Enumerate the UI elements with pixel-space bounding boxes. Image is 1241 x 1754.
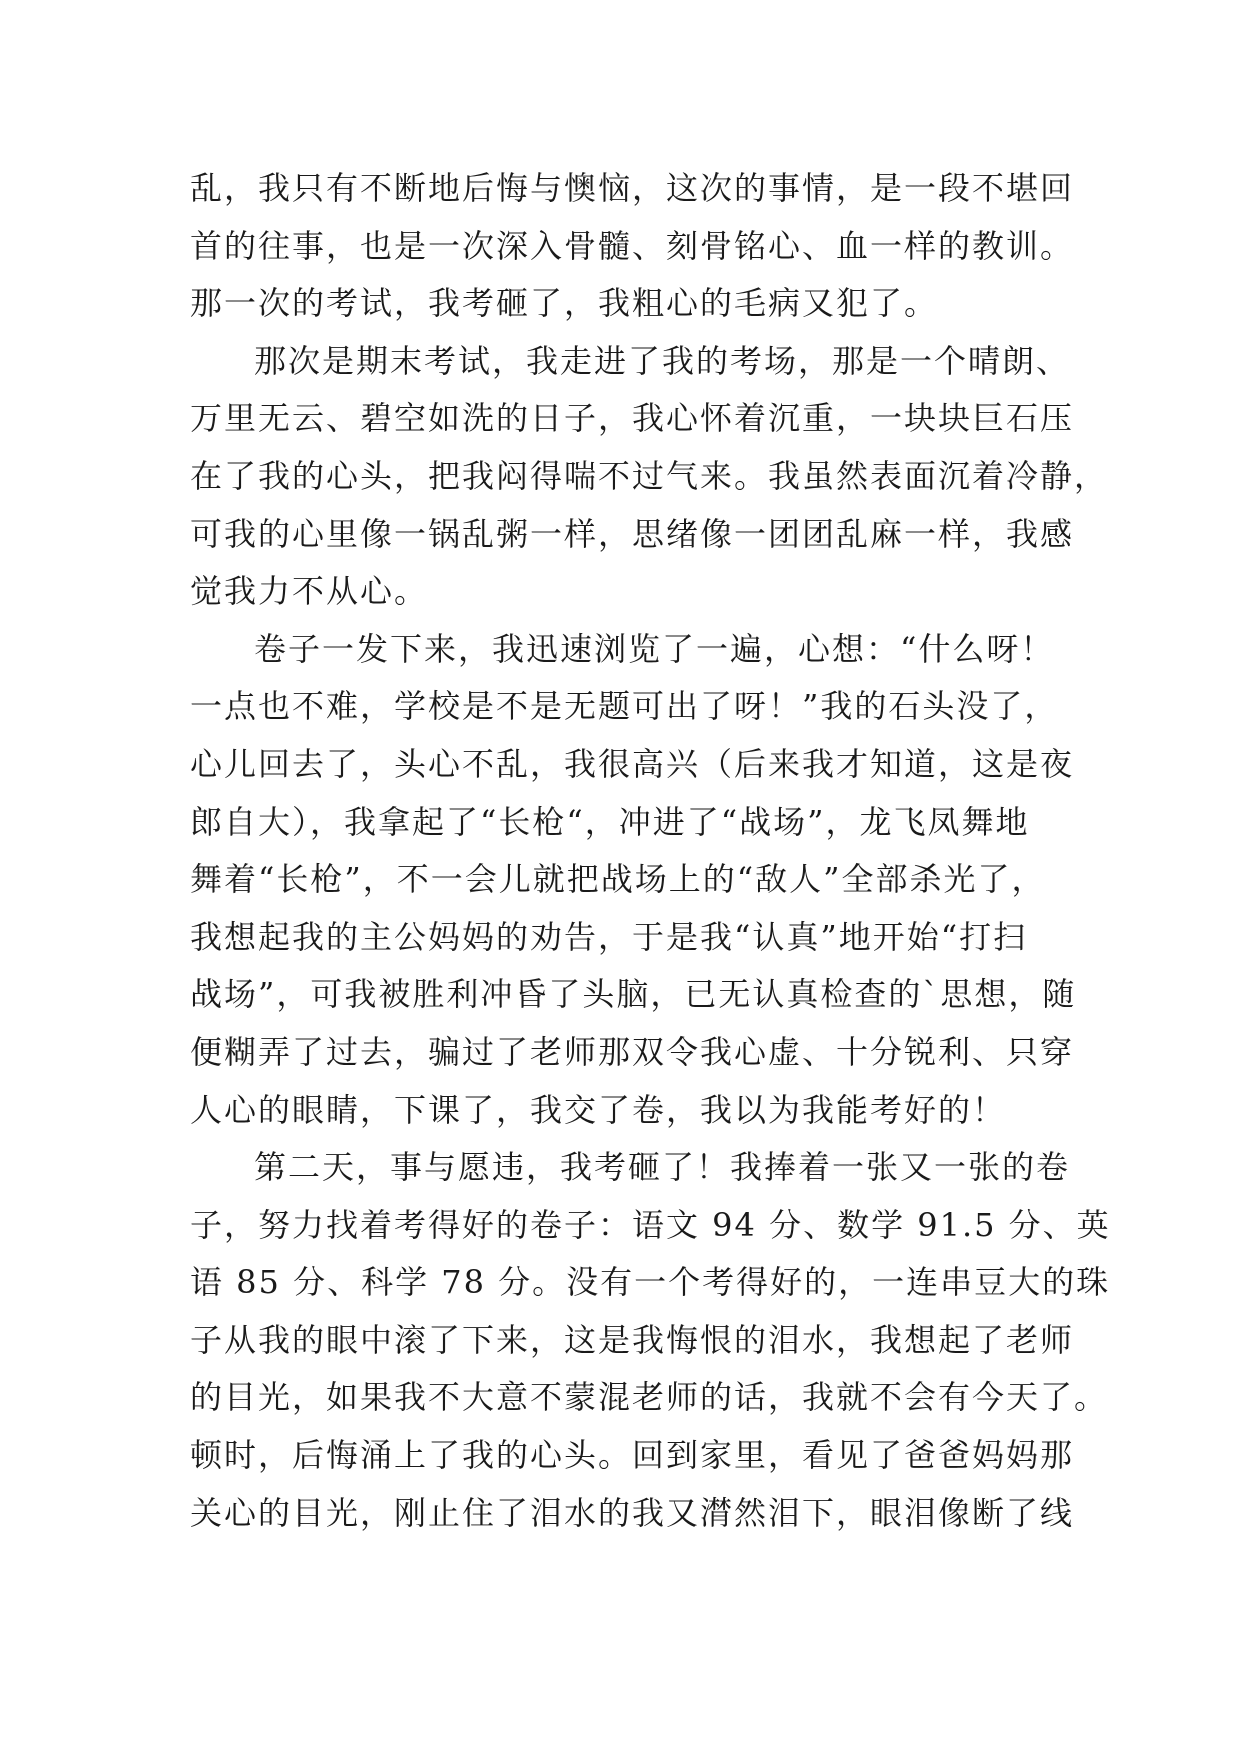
paragraph-first-line: 卷子一发下来，我迅速浏览了一遍，心想：“什么呀！ — [254, 629, 1055, 668]
text-line: 顿时，后悔涌上了我的心头。回到家里，看见了爸爸妈妈那 — [190, 1436, 1075, 1475]
text-line: 舞着“长枪”，不一会儿就把战场上的“敌人”全部杀光了， — [190, 860, 1046, 899]
text-line: 觉我力不从心。 — [190, 572, 429, 611]
text-line: 在了我的心头，把我闷得喘不过气来。我虽然表面沉着冷静， — [190, 456, 1109, 495]
text-line: 人心的眼睛，下课了，我交了卷，我以为我能考好的！ — [190, 1090, 1007, 1129]
text-line: 战场”，可我被胜利冲昏了头脑，已无认真检查的`思想，随 — [190, 975, 1077, 1014]
text-line: 子从我的眼中滚了下来，这是我悔恨的泪水，我想起了老师 — [190, 1320, 1075, 1359]
text-line: 可我的心里像一锅乱粥一样，思绪像一团团乱麻一样，我感 — [190, 514, 1075, 553]
paragraph-first-line: 那次是期末考试，我走进了我的考场，那是一个晴朗、 — [254, 341, 1071, 380]
text-line: 心儿回去了，头心不乱，我很高兴（后来我才知道，这是夜 — [190, 744, 1075, 783]
text-line: 关心的目光，刚止住了泪水的我又潸然泪下，眼泪像断了线 — [190, 1493, 1075, 1532]
text-line: 我想起我的主公妈妈的劝告，于是我“认真”地开始“打扫 — [190, 917, 1028, 956]
text-line: 那一次的考试，我考砸了，我粗心的毛病又犯了。 — [190, 284, 939, 323]
text-line: 乱，我只有不断地后悔与懊恼，这次的事情，是一段不堪回 — [190, 169, 1075, 207]
text-line: 子，努力找着考得好的卷子：语文 94 分、数学 91.5 分、英 — [190, 1205, 1111, 1244]
text-line: 便糊弄了过去，骗过了老师那双令我心虚、十分锐利、只穿 — [190, 1032, 1075, 1071]
text-line: 万里无云、碧空如洗的日子，我心怀着沉重，一块块巨石压 — [190, 399, 1075, 438]
document-body — [190, 160, 1111, 1542]
text-line: 的目光，如果我不大意不蒙混老师的话，我就不会有今天了。 — [190, 1378, 1109, 1417]
text-line: 语 85 分、科学 78 分。没有一个考得好的，一连串豆大的珠 — [190, 1263, 1111, 1302]
text-line: 首的往事，也是一次深入骨髓、刻骨铭心、血一样的教训。 — [190, 226, 1075, 265]
text-line: 郎自大），我拿起了“长枪“，冲进了“战场”，龙飞凤舞地 — [190, 802, 1030, 841]
text-line: 一点也不难，学校是不是无题可出了呀！”我的石头没了， — [190, 687, 1059, 726]
paragraph-first-line: 第二天，事与愿违，我考砸了！我捧着一张又一张的卷 — [254, 1148, 1071, 1187]
